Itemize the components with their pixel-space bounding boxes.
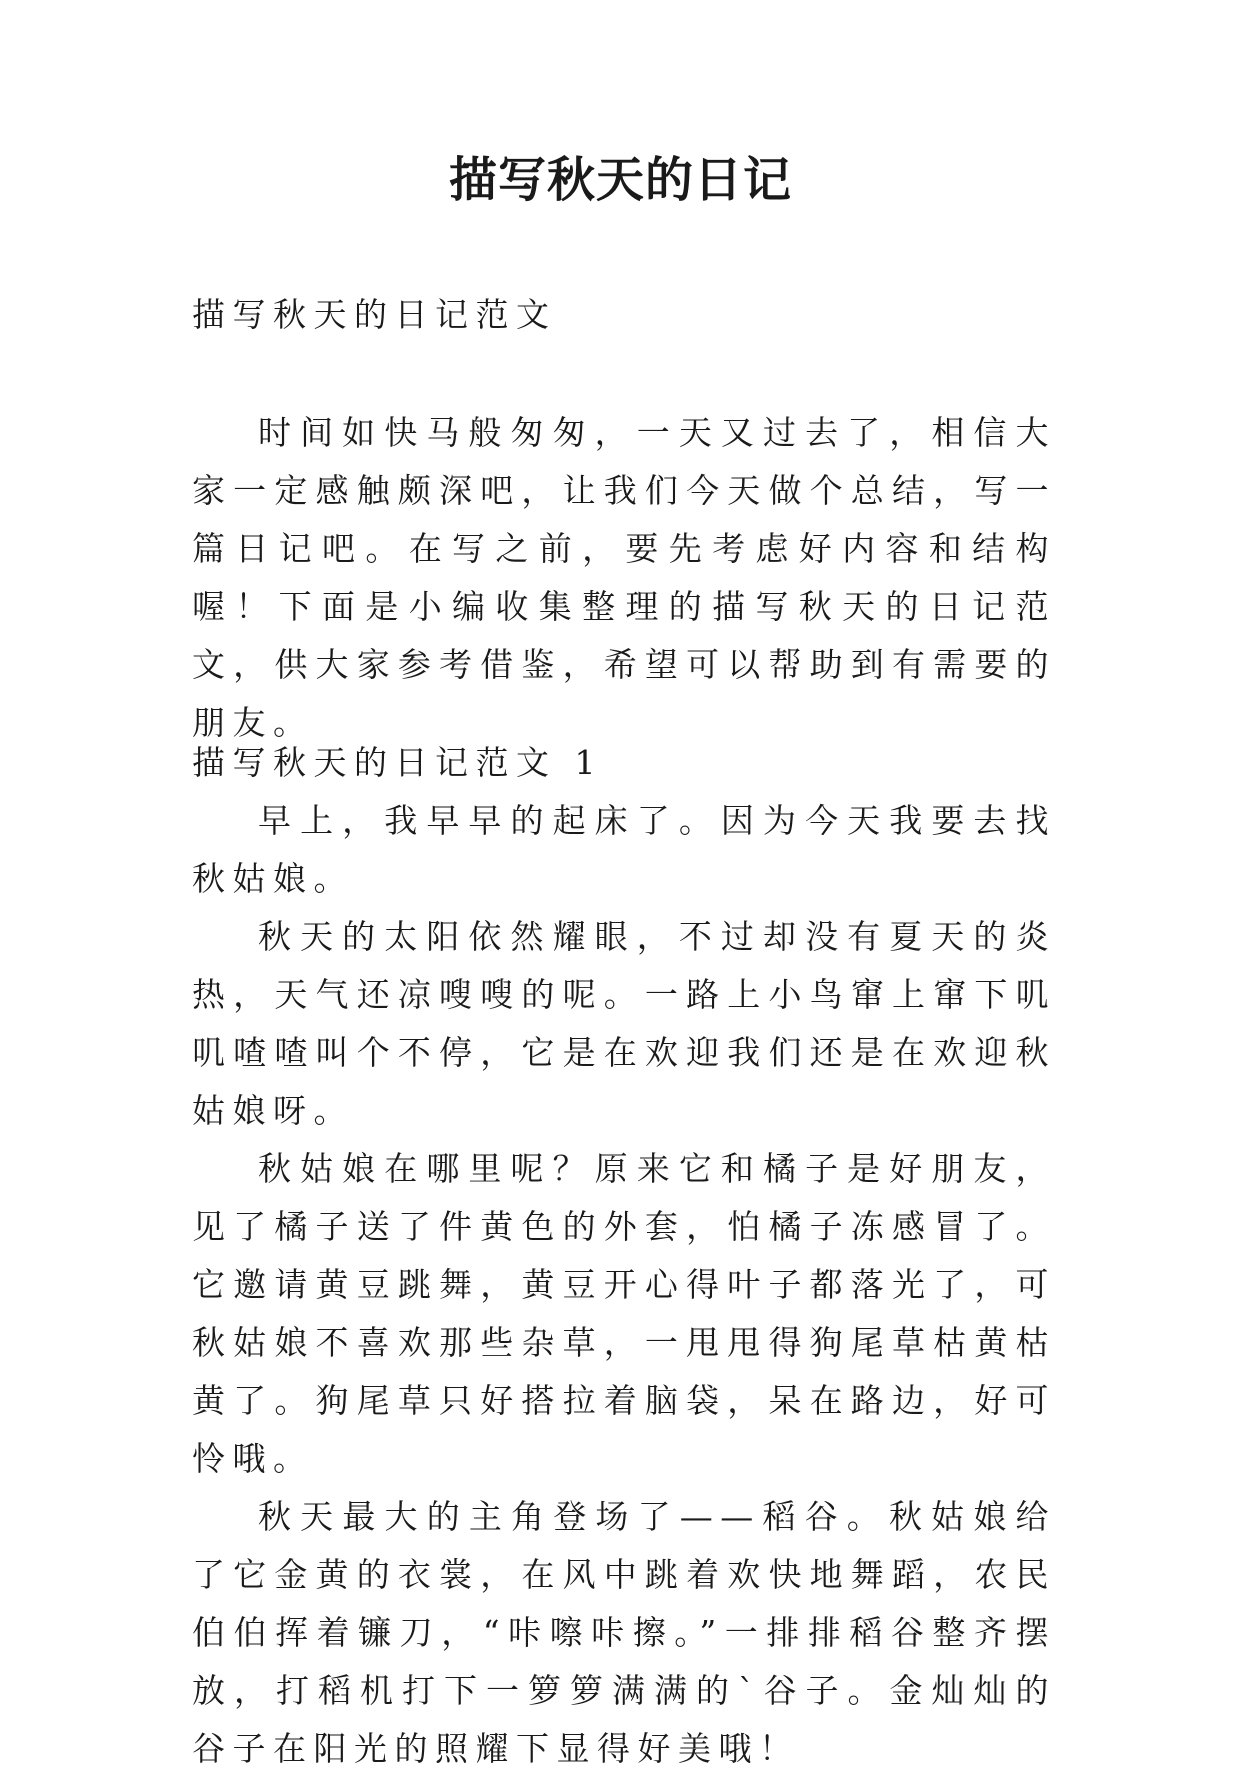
intro-paragraph: 时间如快马般匆匆，一天又过去了，相信大家一定感触颇深吧，让我们今天做个总结，写一篇日记吧。在写之前，要先考虑好内容和结构喔！下面是小编收集整理的描写秋天的日记范文，供大家参考借鉴，希望可以帮助到有需要的朋友。	[192, 413, 1056, 742]
body-paragraph-2: 秋天的太阳依然耀眼，不过却没有夏天的炎热，天气还凉嗖嗖的呢。一路上小鸟窜上窜下叽叽喳喳叫个不停，它是在欢迎我们还是在欢迎秋姑娘呀。	[192, 917, 1056, 1130]
document-subtitle: 描写秋天的日记范文	[192, 295, 557, 334]
section-body	[192, 792, 1056, 1778]
document-title: 描写秋天的日记	[448, 152, 792, 208]
section-heading: 描写秋天的日记范文 1	[192, 743, 603, 782]
body-paragraph-4: 秋天最大的主角登场了——稻谷。秋姑娘给了它金黄的衣裳，在风中跳着欢快地舞蹈，农民伯伯挥着镰刀，“咔嚓咔擦。”一排排稻谷整齐摆放，打稻机打下一箩箩满满的`谷子。金灿灿的谷子在阳光的照耀下显得好美哦！	[192, 1497, 1056, 1768]
body-paragraph-3: 秋姑娘在哪里呢？原来它和橘子是好朋友，见了橘子送了件黄色的外套，怕橘子冻感冒了。它邀请黄豆跳舞，黄豆开心得叶子都落光了，可秋姑娘不喜欢那些杂草，一甩甩得狗尾草枯黄枯黄了。狗尾草只好搭拉着脑袋，呆在路边，好可怜哦。	[192, 1149, 1056, 1478]
body-paragraph-1: 早上，我早早的起床了。因为今天我要去找秋姑娘。	[192, 801, 1056, 898]
intro-section	[192, 404, 1056, 752]
